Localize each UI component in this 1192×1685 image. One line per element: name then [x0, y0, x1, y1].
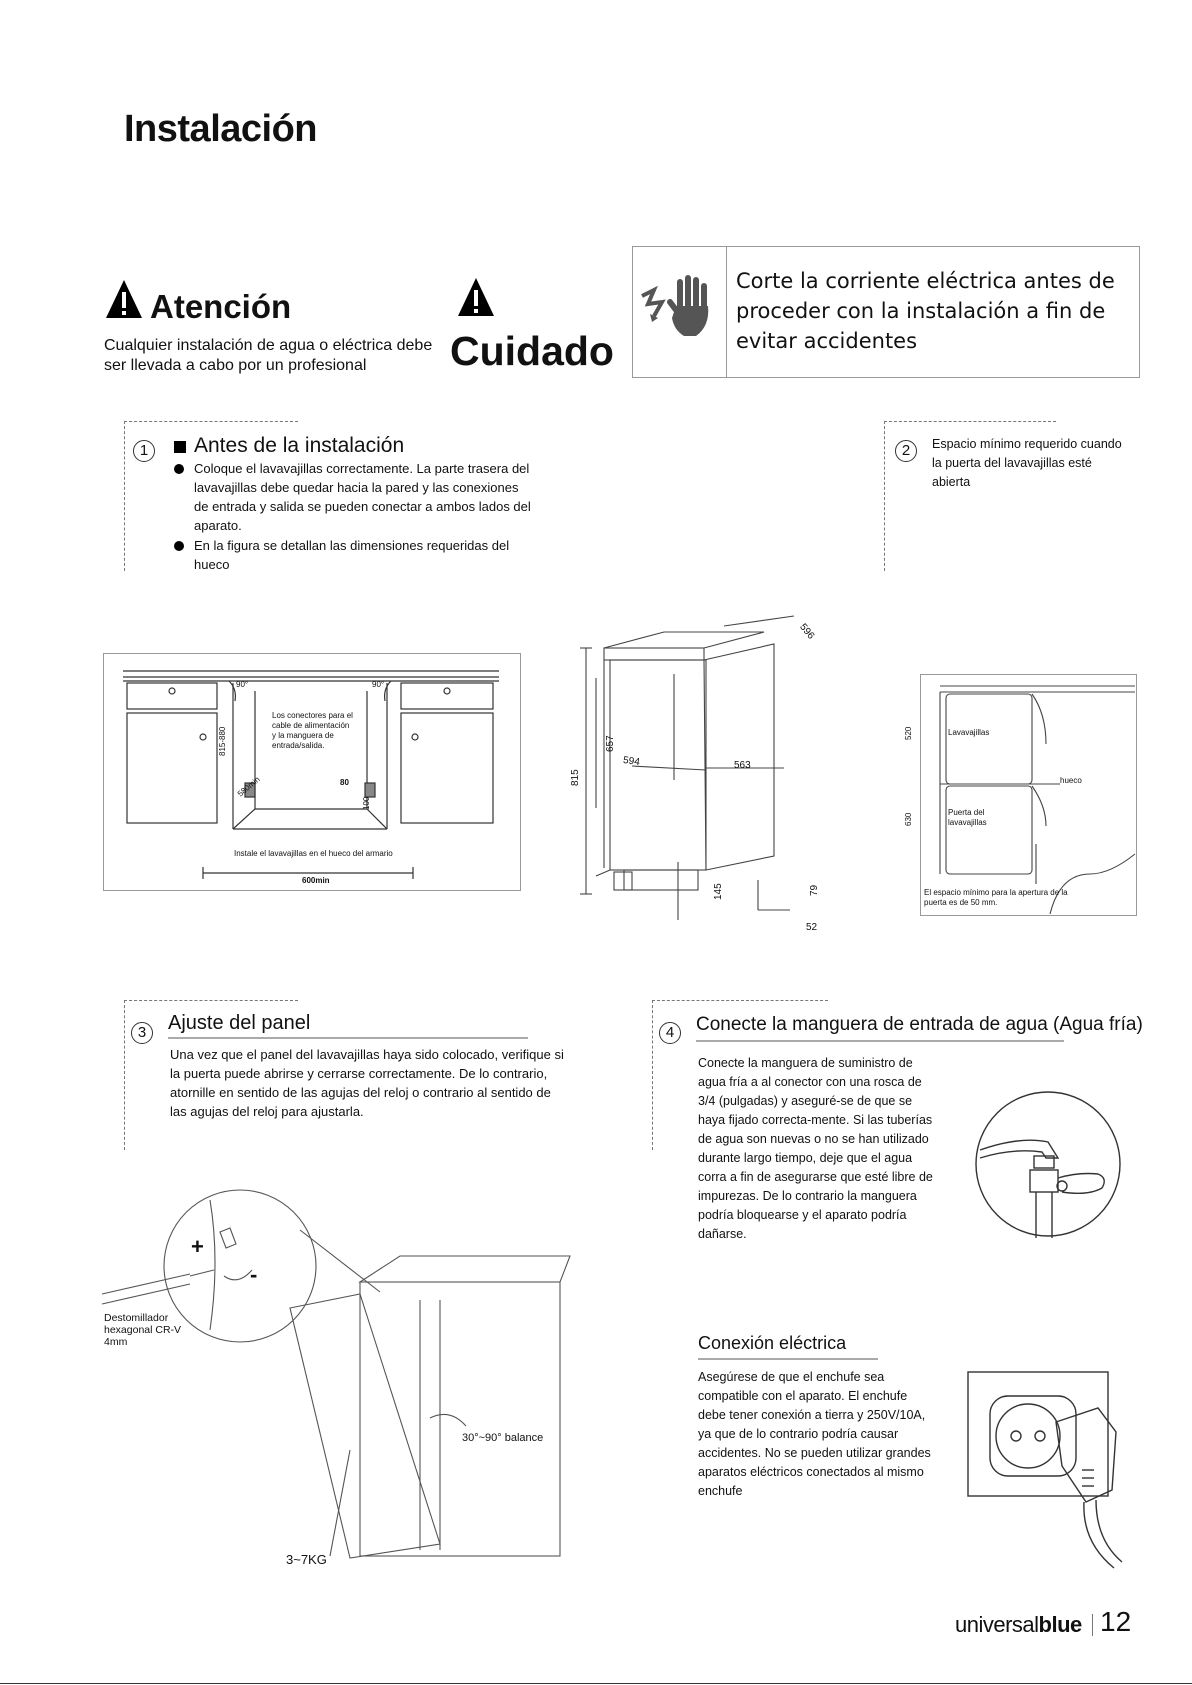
cabinet-depth-label: 580min: [235, 774, 262, 799]
section1-square-bullet: [174, 441, 186, 453]
section3-number: 3: [131, 1022, 153, 1044]
section2-number: 2: [895, 440, 917, 462]
electric-heading: Conexión eléctrica: [698, 1333, 847, 1353]
water-tap-hose-drawing: [974, 1090, 1122, 1238]
panel-minus-sign: -: [250, 1262, 258, 1287]
section4-underline: [696, 1040, 1064, 1042]
section1-number: 1: [133, 440, 155, 462]
section1-bullet-dot: [174, 464, 184, 474]
section1-heading: Antes de la instalación: [194, 434, 405, 457]
section4-text: Conecte la manguera de suministro de agua fría a al conector con una rosca de 3/4 (pulgadas) y aseguré-se de que se haya fijado correcta-mente. Si las tuberías de agua son nuevas o no se han utilizado durante largo tiempo, deje que el agua corra a fin de asegurarse que esté libre de impurezas. De lo contrario la manguera podría bloquearse y el aparato podría dañarse.: [698, 1056, 933, 1241]
panel-adjust-drawing: [100, 1190, 570, 1570]
panel-weight-label: 3~7KG: [286, 1552, 327, 1567]
space-dim-upper: 520: [904, 726, 913, 740]
section3-underline: [168, 1037, 528, 1039]
space-label-door: Puerta del lavavajillas: [948, 808, 987, 827]
section1-bullet-2: En la figura se detallan las dimensiones requeridas del hueco: [194, 538, 510, 572]
section4-heading: Conecte la manguera de entrada de agua (Agua fría): [696, 1014, 1143, 1035]
section2-text: Espacio mínimo requerido cuando la puerta del lavavajillas esté abierta: [932, 437, 1122, 489]
space-label-dishwasher: Lavavajillas: [948, 728, 990, 737]
section1-bullet-dot: [174, 541, 184, 551]
brand-prefix: universal: [955, 1612, 1039, 1637]
space-dim-lower: 630: [904, 812, 913, 826]
cabinet-side-label: 80: [340, 778, 349, 787]
cuidado-title: Cuidado: [450, 328, 614, 374]
section4-number: 4: [659, 1022, 681, 1044]
panel-angle-label: 30°~90° balance: [462, 1432, 544, 1444]
brand-logo: [955, 1612, 1082, 1638]
power-notice-divider: [726, 246, 727, 377]
section4-dashed-side: [652, 1000, 653, 1150]
section1-dashed-top: [124, 421, 298, 422]
cabinet-side-label-2: 100: [362, 796, 371, 810]
warning-triangle-icon: [456, 276, 496, 318]
atencion-title: Atención: [150, 288, 292, 325]
plug-socket-drawing: [966, 1370, 1124, 1570]
cabinet-height-label: 815-880: [218, 726, 227, 756]
warning-triangle-icon: [104, 278, 144, 320]
section1-bullet-1: Coloque el lavavajillas correctamente. La parte trasera del lavavajillas debe quedar hacia la pared y las conexiones de entrada y salida se pueden conectar a ambos lados del aparato.: [194, 461, 531, 533]
hand-shock-icon: [640, 272, 718, 344]
cabinet-width-label: 600min: [302, 876, 330, 885]
space-label-hueco: hueco: [1060, 776, 1082, 785]
section1-dashed-side: [124, 421, 125, 571]
page-title: Instalación: [124, 108, 317, 150]
cabinet-angle-left: 90°: [236, 680, 249, 689]
space-note: El espacio mínimo para la apertura de la puerta es de 50 mm.: [924, 888, 1068, 907]
door-space-drawing: [920, 674, 1135, 914]
section3-text: Una vez que el panel del lavavajillas haya sido colocado, verifique si la puerta puede abrirse y cerrarse correctamente. De lo contrario, atornille en sentido de las agujas del reloj o contrario al sentido de las agujas del reloj para ajustarla.: [170, 1047, 564, 1119]
section3-heading: Ajuste del panel: [168, 1012, 311, 1034]
cabinet-connectors-note: Los conectores para el cable de alimentación y la manguera de entrada/salida.: [272, 711, 353, 750]
section3-dashed-side: [124, 1000, 125, 1150]
dim-width-front: 563: [734, 760, 751, 771]
dim-height-upper: 657: [605, 735, 616, 752]
cabinet-angle-right: 90°: [372, 680, 385, 689]
atencion-text: Cualquier instalación de agua o eléctrica debe ser llevada a cabo por un profesional: [104, 337, 433, 374]
dim-top: 596: [797, 621, 817, 642]
electric-underline: [698, 1358, 878, 1360]
section2-dashed-top: [884, 421, 1056, 422]
page-bottom-rule: [0, 1683, 1192, 1684]
section2-dashed-side: [884, 421, 885, 571]
dim-foot-w: 52: [806, 922, 818, 933]
footer-divider: [1092, 1614, 1093, 1636]
cabinet-install-note: Instale el lavavajillas en el hueco del armario: [234, 849, 393, 858]
dim-plinth: 145: [713, 883, 724, 900]
electric-text: Asegúrese de que el enchufe sea compatible con el aparato. El enchufe debe tener conexión a tierra y 250V/10A, ya que de lo contrario podría causar accidentes. No se pueden utilizar grandes aparatos eléctricos conectados al mismo enchufe: [698, 1370, 931, 1498]
dim-foot-h: 79: [809, 884, 820, 896]
dim-height-total: 815: [570, 769, 581, 786]
panel-plus-sign: +: [191, 1234, 204, 1259]
dim-depth-side: 594: [622, 754, 641, 769]
brand-suffix: blue: [1038, 1612, 1082, 1637]
power-notice-text: Corte la corriente eléctrica antes de proceder con la instalación a fin de evitar accidentes: [736, 269, 1115, 353]
section3-dashed-top: [124, 1000, 298, 1001]
page-number: 12: [1100, 1606, 1132, 1637]
section4-dashed-top: [652, 1000, 828, 1001]
panel-tool-label: Destomillador hexagonal CR-V 4mm: [104, 1312, 182, 1348]
